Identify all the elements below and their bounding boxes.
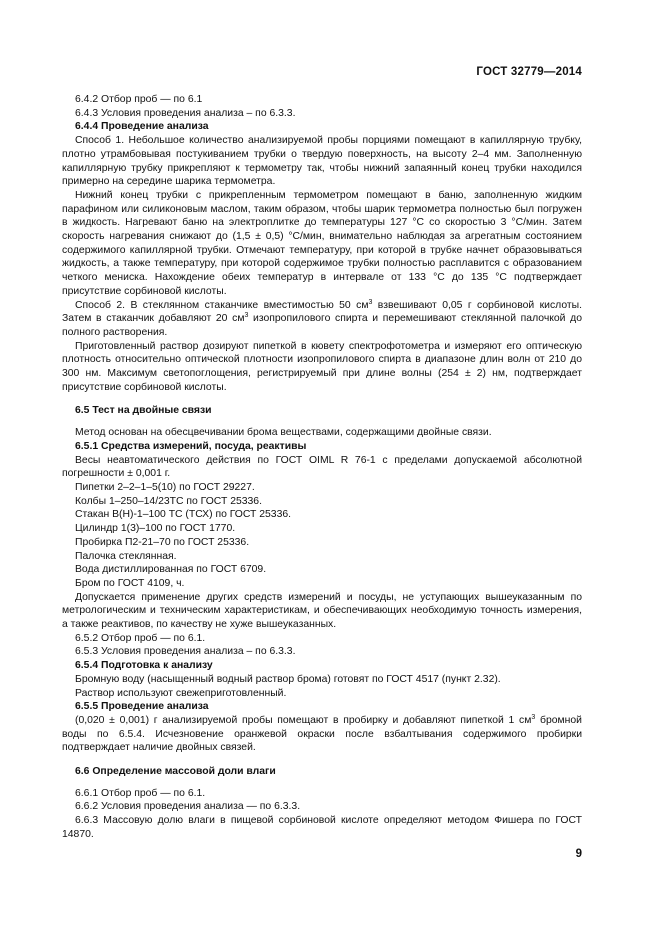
- double-bond-procedure: (0,020 ± 0,001) г анализируемой пробы помещают в пробирку и добавляют пипеткой 1 $см^3$ бромной воды по 6.5.4. Исчезновение оранжевой окраски после взбалтывания содержимого пробирки подтверждает наличие двойных связей.: [62, 713, 582, 754]
- clause-6-4-2: 6.4.2 Отбор проб — по 6.1: [75, 94, 203, 105]
- heading-6-5-4: 6.5.4 Подготовка к анализу: [75, 660, 213, 672]
- method-2-paragraph: Способ 2. В стеклянном стаканчике вместимостью 50 $см^3$ взвешивают 0,05 г сорбиновой кислоты. Затем в стаканчик добавляют 20 $см^3$ изопропилового спирта и перемешивают стеклянной палочкой до полного растворения.: [62, 298, 582, 338]
- heading-6-5-5: 6.5.5 Проведение анализа: [75, 701, 209, 713]
- equipment-item: Колбы 1–250–14/23ТС по ГОСТ 25336.: [75, 495, 262, 507]
- heading-6-5: 6.5 Тест на двойные связи: [75, 405, 212, 417]
- heading-6-5-1: 6.5.1 Средства измерений, посуда, реактивы: [75, 440, 307, 452]
- heading-6-6: 6.6 Определение массовой доли влаги: [75, 766, 276, 778]
- method-intro: Метод основан на обесцвечивании брома веществами, содержащими двойные связи.: [75, 427, 492, 439]
- spectrophotometer-paragraph: Приготовленный раствор дозируют пипеткой в кювету спектрофотометра и измеряют его оптическую плотность относительно оптической плотности изопропилового спирта в диапазоне длин волн от 210 до 300 нм. Максимум светопоглощения, регистрируемый при длине волны (254 ± 2) нм, подтверждает присутствие сорбиновой кислоты.: [62, 340, 582, 393]
- document-body: [62, 93, 582, 842]
- substitution-note: Допускается применение других средств измерений и посуды, не уступающих вышеуказанным по метрологическим и техническим характеристикам, и обеспечивающих необходимую точность измерения, а также реактивов, по качеству не хуже вышеуказанных.: [62, 591, 582, 631]
- fresh-solution-note: Раствор используют свежеприготовленный.: [75, 687, 287, 699]
- standard-designation: ГОСТ 32779—2014: [476, 66, 582, 78]
- clause-6-6-1: 6.6.1 Отбор проб — по 6.1.: [75, 787, 206, 799]
- clause-6-6-3: 6.6.3 Массовую долю влаги в пищевой сорбиновой кислоте определяют методом Фишера по ГОСТ 14870.: [62, 815, 582, 840]
- clause-6-5-3: 6.5.3 Условия проведения анализа – по 6.3.3.: [75, 646, 296, 658]
- scales-item: Весы неавтоматического действия по ГОСТ OIML R 76-1 с пределами допускаемой абсолютной погрешности ± 0,001 г.: [62, 454, 582, 480]
- equipment-item: Цилиндр 1(3)–100 по ГОСТ 1770.: [75, 523, 236, 535]
- clause-6-6-2: 6.6.2 Условия проведения анализа — по 6.3.3.: [75, 801, 301, 813]
- equipment-item: Пробирка П2-21–70 по ГОСТ 25336.: [75, 536, 250, 548]
- equipment-item: Бром по ГОСТ 4109, ч.: [75, 577, 185, 589]
- equipment-item: Вода дистиллированная по ГОСТ 6709.: [75, 564, 267, 576]
- clause-6-4-3: 6.4.3 Условия проведения анализа – по 6.3.3.: [75, 107, 296, 119]
- equipment-item: Палочка стеклянная.: [75, 550, 177, 562]
- heading-6-4-4: 6.4.4 Проведение анализа: [75, 121, 209, 133]
- equipment-item: Стакан В(Н)-1–100 ТС (ТСХ) по ГОСТ 25336.: [75, 509, 292, 521]
- page-number: 9: [575, 848, 582, 860]
- method-1-paragraph: Способ 1. Небольшое количество анализируемой пробы порциями помещают в капиллярную трубку, плотно утрамбовывая постукиванием трубки о твердую поверхность, на высоту 2–4 мм. Заполненную капиллярную трубку прикрепляют к термометру так, чтобы нижний запаянный конец трубки находился примерно на середине шарика термометра.: [62, 135, 582, 188]
- bromine-water-preparation: Бромную воду (насыщенный водный раствор брома) готовят по ГОСТ 4517 (пункт 2.32).: [75, 673, 501, 685]
- clause-6-5-2: 6.5.2 Отбор проб — по 6.1.: [75, 632, 206, 644]
- method-1-heating-paragraph: Нижний конец трубки с прикрепленным термометром помещают в баню, заполненную жидким парафином или силиконовым маслом, таким образом, чтобы шарик термометра полностью был погружен в жидкость. Нагревают баню на электроплитке до температуры 127 °С со скоростью 3 °С/мин. Затем скорость нагревания снижают до (1,5 ± 0,5) °С/мин, внимательно наблюдая за агрегатным состоянием содержимого капиллярной трубки. Отмечают температуру, при которой в трубке начнет образовываться жидкость, а также температуру, при которой содержимое трубки полностью расплавится с образованием четкого мениска. Нахождение обеих температур в интервале от 133 °С до 135 °С подтверждает присутствие сорбиновой кислоты.: [62, 189, 582, 297]
- equipment-item: Пипетки 2–2–1–5(10) по ГОСТ 29227.: [75, 481, 255, 493]
